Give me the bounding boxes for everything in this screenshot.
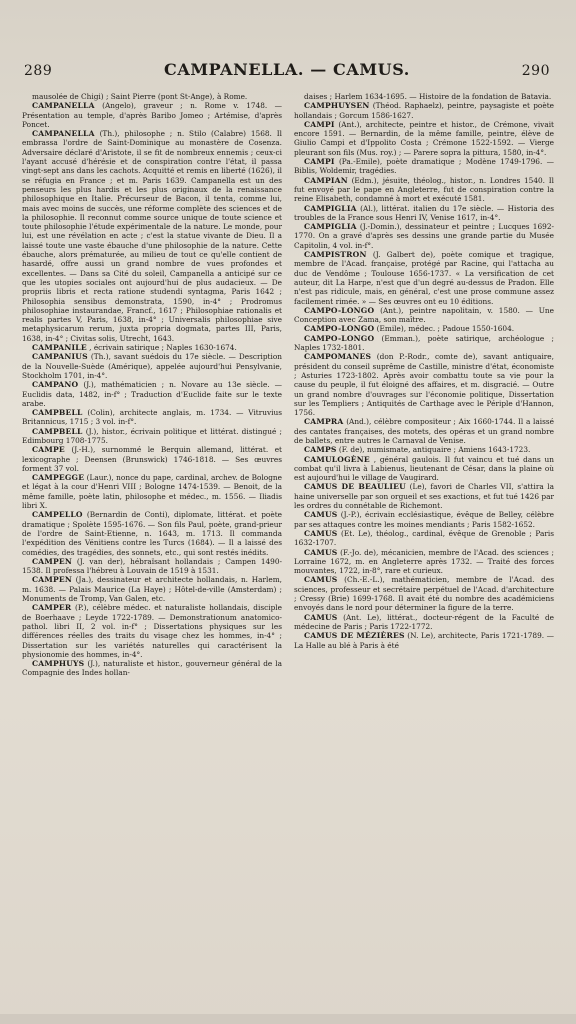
dictionary-entry <box>294 482 554 510</box>
dictionary-entry <box>22 659 282 678</box>
entry-text: (J.), naturaliste et histor., gouverneur général de la Compagnie des Indes hollan- <box>22 659 282 678</box>
dictionary-entry <box>22 557 282 576</box>
dictionary-entry <box>294 157 554 176</box>
dictionary-entry <box>294 575 554 612</box>
entry-text: (Pa.-Emile), poète dramatique ; Modène 1749-1796. — Biblis, Woldemir, tragédies. <box>294 157 554 176</box>
entry-headword: CAMPBELL <box>32 426 83 436</box>
page-number-right: 290 <box>521 63 550 79</box>
dictionary-entry <box>294 101 554 120</box>
entry-text: (And.), célèbre compositeur ; Aix 1660-1744. Il a laissé des cantates françaises, des motets, des opéras et un grand nombre de ballets, entre autres le Carnaval de Venise. <box>294 417 554 445</box>
entry-text: (Et. Le), théolog., cardinal, évêque de Grenoble ; Paris 1632-1707. <box>294 528 554 548</box>
dictionary-entry <box>22 343 282 352</box>
text-columns <box>22 92 554 1012</box>
dictionary-entry <box>22 473 282 510</box>
entry-headword: CAMPIAN <box>304 175 348 185</box>
entry-text: (Ja.), dessinateur et architecte hollandais, n. Harlem, m. 1638. — Palais Maurice (La Haye) ; Hôtel-de-ville (Amsterdam) ; Monuments de Tromp, Van Galen, etc. <box>22 575 282 604</box>
entry-text: , écrivain satirique ; Naples 1630-1674. <box>89 343 237 353</box>
dictionary-entry <box>22 129 282 343</box>
dictionary-entry <box>22 510 282 556</box>
entry-headword: CAMPI <box>304 119 335 129</box>
entry-text: mausolée de Chigi) ; Saint Pierre (pont St-Ange), à Rome. <box>32 92 248 101</box>
page-header <box>24 60 550 88</box>
entry-headword: CAMUS <box>304 612 338 622</box>
entry-headword: CAMPHUYSEN <box>304 101 370 111</box>
entry-text: (Laur.), nonce du pape, cardinal, archev. de Bologne et légat à la cour d'Henri VIII ; Bologne 1474-1539. — Benoit, de la même famille, poète latin, philosophe et médec., m. 1556. — Iliadis libri X. <box>22 473 282 511</box>
left-column <box>22 92 282 1012</box>
dictionary-entry <box>294 417 554 445</box>
right-column <box>294 92 554 1012</box>
entry-headword: CAMPO-LONGO <box>304 324 375 334</box>
entry-headword: CAMUS <box>304 575 338 585</box>
page-number-left: 289 <box>24 63 53 79</box>
entry-headword: CAMPO-LONGO <box>304 333 375 343</box>
entry-headword: CAMPEN <box>32 575 72 585</box>
dictionary-entry <box>294 529 554 548</box>
entry-headword: CAMPANELLA <box>32 101 95 111</box>
entry-text: (Bernardin de Conti), diplomate, littérat. et poète dramatique ; Spolète 1595-1676. — Son fils Paul, poète, grand-prieur de l'ordre de Saint-Etienne, n. 1643, m. 1713. Il commanda l'expédition des Vénitiens contre les Turcs (1684). — Il a laissé des comédies, des tragédies, des sonnets, etc., qui sont restés inédits. <box>22 510 282 557</box>
entry-headword: CAMPER <box>32 603 72 613</box>
entry-text: (J.-P.), écrivain ecclésiastique, évêque de Belley, célèbre par ses attaques contre les moines mendiants ; Paris 1582-1652. <box>294 510 554 529</box>
dictionary-entry <box>294 548 554 576</box>
entry-text: (J. van der), hébraïsant hollandais ; Campen 1490-1538. Il professa l'hébreu à Louvain de 1519 à 1531. <box>22 556 282 576</box>
dictionary-entry <box>22 575 282 603</box>
entry-headword: CAMPOMANES <box>304 352 372 362</box>
entry-text: (J. Galbert de), poète comique et tragique, membre de l'Acad. française, protégé par Racine, qui l'attacha au duc de Vendôme ; Toulouse 1656-1737. « La versification de cet auteur, dit La Harpe, n'est que d'un degré au-dessus de Pradon. Elle n'est pas ridicule, mais, en général, c'est une prose commune assez facilement rimée. » — Ses œuvres ont eu 10 éditions. <box>294 250 554 306</box>
entry-text: (F.-Jo. de), mécanicien, membre de l'Acad. des sciences ; Lorraine 1672, m. en Angleterre après 1732. — Traité des forces mouvantes, 1722, in-8°, rare et curieux. <box>294 547 554 576</box>
dictionary-entry <box>22 408 282 427</box>
dictionary-entry <box>22 427 282 446</box>
entry-text: (Théod. Raphaelz), peintre, paysagiste et poète hollandais ; Gorcum 1586-1627. <box>294 101 554 120</box>
entry-headword: CAMUS <box>304 510 338 520</box>
entry-headword: CAMPISTRON <box>304 250 367 260</box>
dictionary-entry <box>22 445 282 473</box>
running-title: CAMPANELLA. — CAMUS. <box>164 60 410 79</box>
entry-headword: CAMPO-LONGO <box>304 305 375 315</box>
dictionary-entry <box>22 92 282 101</box>
entry-headword: CAMPEN <box>32 556 72 566</box>
entry-text: , général gaulois. Il fut vaincu et tué dans un combat qu'il livra à Labienus, lieutenant de César, dans la plaine où est aujourd'hui le village de Vaugirard. <box>294 454 554 483</box>
entry-headword: CAMPI <box>304 157 335 167</box>
entry-text: (J.-H.), surnommé le Berquin allemand, littérat. et lexicographe ; Deensen (Brunswick) 1746-1818. — Ses œuvres forment 37 vol. <box>22 445 282 473</box>
dictionary-entry <box>294 631 554 650</box>
entry-text: daises ; Harlem 1634-1695. — Histoire de la fondation de Batavia. <box>304 92 552 101</box>
entry-headword: CAMPIGLIA <box>304 203 357 213</box>
dictionary-entry <box>294 120 554 157</box>
entry-text: (J.-Domin.), dessinateur et peintre ; Lucques 1692-1770. On a gravé d'après ses dessins une grande partie du Musée Capitolin, 4 vol. in-f°. <box>294 222 554 250</box>
entry-text: (J.), mathématicien ; n. Novare au 13e siècle. — Euclidis data, 1482, in-f° ; Traduction d'Euclide faite sur le texte arabe. <box>22 380 282 408</box>
entry-headword: CAMPRA <box>304 417 344 427</box>
entry-text: (Th.), philosophe ; n. Stilo (Calabre) 1568. Il embrassa l'ordre de Saint-Dominique au monastère de Cosenza. Adversaire déclaré d'Aristote, il se fit de nombreux ennemis ; ceux-ci l'ayant accusé d'hérésie et de conspiration contre l'état, il passa vingt-sept ans dans les cachots. Acquitté et remis en liberté (1626), il se réfugia en France ; et m. Paris 1639. Campanella est un des penseurs les plus hardis et les plus originaux de la renaissance philosophique en Italie. Précurseur de Bacon, il tenta, comme lui, mais avec moins de succès, une réforme complète des sciences et de la philosophie. Il reconnut comme source unique de toute science et toute philosophie l'étude expérimentale de la nature. Le monde, pour lui, est une révélation en acte ; c'est la statue vivante de Dieu. Il a laissé toute une vaste ébauche d'une philosophie de la nature. Cette ébauche, alors prématurée, au milieu de tout ce qu'elle contient de hasardé, offre aussi un grand nombre de vues profondes et excellentes. — Dans sa Cité du soleil, Campanella a anticipé sur ce que les utopies sociales ont aujourd'hui de plus audacieux. — De propriis libris et recta ratione studendi syntagma, Paris 1642 ; Philosophia sensibus demonstrata, 1590, in-4° ; Prodromus philosophiae instaurandae, Francf., 1617 ; Philosophiae rationalis et realis partes V, Paris, 1638, in-4° ; Universalis philosophiae sive metaphysicarum rerum, juxta propria dogmata, partes III, Paris, 1638, in-4° ; Civitas solis, Utrecht, 1643. <box>22 129 282 343</box>
entry-text: (Angelo), graveur ; n. Rome v. 1748. — Présentation au temple, d'après Baribo Jomeo ; Artémise, d'après Poncet. <box>22 101 282 129</box>
dictionary-entry <box>22 380 282 408</box>
entry-text: (Edm.), jésuite, théolog., histor., n. Londres 1540. Il fut envoyé par le pape en Angleterre, fut de conspiration contre la reine Elisabeth, condamné à mort et exécuté 1581. <box>294 175 554 204</box>
entry-headword: CAMPEGGE <box>32 473 85 483</box>
entry-headword: CAMUS DE MÉZIÈRES <box>304 631 405 641</box>
dictionary-entry <box>22 352 282 380</box>
dictionary-entry <box>294 222 554 250</box>
entry-headword: CAMPE <box>32 445 65 455</box>
entry-headword: CAMPANIUS <box>32 352 88 362</box>
entry-headword: CAMUS DE BEAULIEU <box>304 482 406 492</box>
dictionary-entry <box>294 324 554 333</box>
entry-text: (Ant.), architecte, peintre et histor., de Crémone, vivait encore 1591. — Bernardin, de la même famille, peintre, élève de Giulio Campi et d'Ippolito Costa ; Crémone 1522-1592. — Vierge pleurant son fils (Mus. roy.) ; — Parere sopra la pittura, 1580, in-4°. <box>294 119 554 157</box>
entry-text: (Emile), médec. ; Padoue 1550-1604. <box>376 324 515 334</box>
dictionary-entry <box>294 204 554 223</box>
entry-text: (Th.), savant suédois du 17e siècle. — Description de la Nouvelle-Suède (Amérique), appelée aujourd'hui Pensylvanie, Stockholm 1701, in-4°. <box>22 352 282 380</box>
dictionary-entry <box>294 445 554 454</box>
entry-headword: CAMUS <box>304 547 338 557</box>
entry-text: (Ant. Le), littérat., docteur-régent de la Faculté de médecine de Paris ; Paris 1722-1772. <box>294 612 554 631</box>
dictionary-entry <box>294 92 554 101</box>
entry-headword: CAMPANILE <box>32 343 87 353</box>
entry-headword: CAMPANELLA <box>32 129 95 139</box>
entry-text: (J.), histor., écrivain politique et littérat. distingué ; Edimbourg 1708-1775. <box>22 426 282 445</box>
entry-text: (Ant.), peintre napolitain, v. 1580. — Une Conception avec Zama, son maître. <box>294 305 554 325</box>
entry-text: (F. de), numismate, antiquaire ; Amiens 1643-1723. <box>338 445 531 455</box>
entry-headword: CAMPHUYS <box>32 659 85 669</box>
entry-text: (Colin), architecte anglais, m. 1734. — Vitruvius Britannicus, 1715 ; 3 vol. in-f°. <box>22 408 282 427</box>
dictionary-entry <box>294 352 554 417</box>
entry-headword: CAMPANO <box>32 380 79 390</box>
dictionary-entry <box>294 176 554 204</box>
entry-headword: CAMPELLO <box>32 510 83 520</box>
entry-headword: CAMULOGÈNE <box>304 454 370 464</box>
dictionary-entry <box>294 250 554 306</box>
entry-text: (Le), favori de Charles VII, s'attira la haine universelle par son orgueil et ses exactions, et fut tué 1426 par les ordres du connétable de Richemont. <box>294 482 554 511</box>
dictionary-entry <box>294 306 554 325</box>
dictionary-entry <box>294 510 554 529</box>
entry-text: (Emman.), poète satirique, archéologue ; Naples 1732-1801. <box>294 333 554 353</box>
entry-text: (Ch.-E.-L.), mathématicien, membre de l'Acad. des sciences, professeur et secrétaire perpétuel de l'Acad. d'architecture ; Cressy (Brie) 1699-1768. Il avait été du nombre des académiciens envoyés dans le nord pour déterminer la figure de la terre. <box>294 575 554 613</box>
entry-headword: CAMUS <box>304 528 338 538</box>
dictionary-entry <box>294 613 554 632</box>
entry-headword: CAMPIGLIA <box>304 222 357 232</box>
dictionary-entry <box>294 334 554 353</box>
entry-text: (N. Le), architecte, Paris 1721-1789. — La Halle au blé à Paris à été <box>294 631 554 650</box>
entry-text: (P.), célèbre médec. et naturaliste hollandais, disciple de Boerhaave ; Leyde 1722-1789. — Demonstrationum anatomico-pathol. libri II, 2 vol. in-f° ; Dissertations physiques sur les différences réelles des traits du visage chez les hommes, in-4° ; Dissertation sur les variétés naturelles qui caractérisent la physionomie des hommes, in-4°. <box>22 603 282 659</box>
dictionary-entry <box>22 101 282 129</box>
entry-text: (don P.-Rodr., comte de), savant antiquaire, président du conseil suprême de Castille, ministre d'état, économiste ; Asturies 1723-1802. Après avoir combattu toute sa vie pour la cause du peuple, il fut éloigné des affaires, et m. disgracié. — Outre un grand nombre d'ouvrages sur l'économie politique, Dissertation sur les Templiers ; Antiquités de Carthage avec le Périple d'Hannon, 1756. <box>294 352 554 418</box>
entry-headword: CAMPBELL <box>32 408 83 418</box>
dictionary-entry <box>22 603 282 659</box>
dictionary-entry <box>294 455 554 483</box>
entry-headword: CAMPS <box>304 445 337 455</box>
entry-text: (Al.), littérat. italien du 17e siècle. — Historia des troubles de la France sous Henri IV, Venise 1617, in-4°. <box>294 203 554 222</box>
page-bottom-edge <box>0 1014 576 1024</box>
